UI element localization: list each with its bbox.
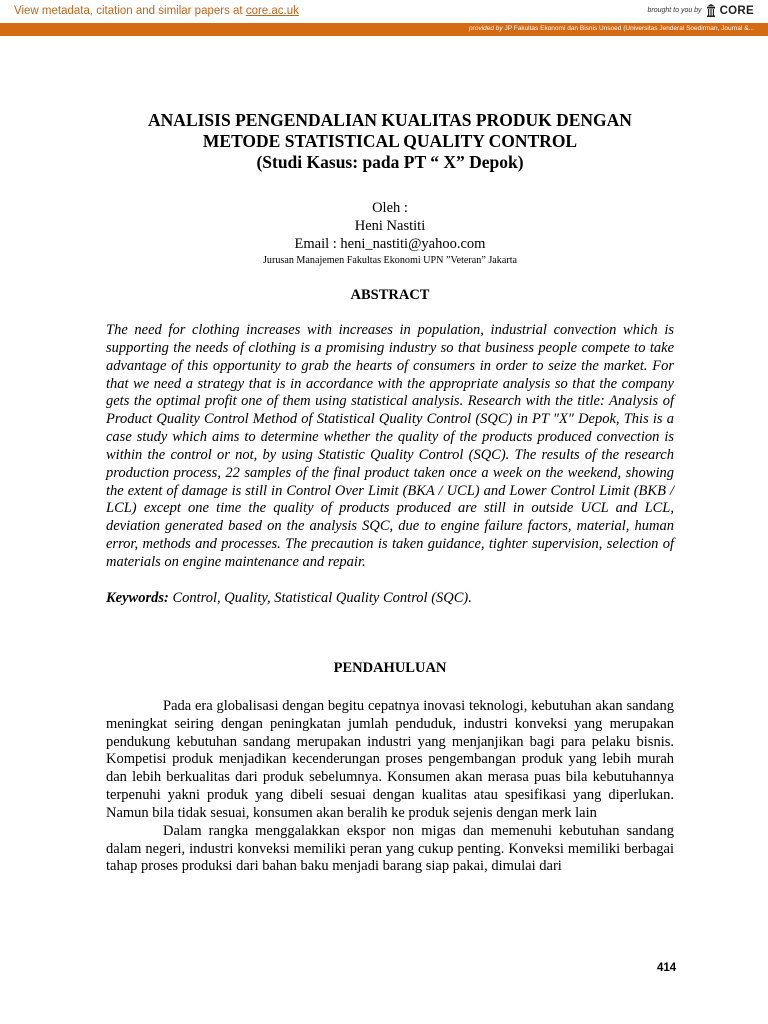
provider-name: JP Fakultas Ekonomi dan Bisnis Unsoed (Universitas Jenderal Soedirman, Journal &... [502,25,754,32]
keywords-text: Control, Quality, Statistical Quality Control (SQC). [168,589,472,606]
body-paragraph-2: Dalam rangka menggalakkan ekspor non migas dan memenuhi kebutuhan sandang dalam negeri, industri konveksi memiliki peran yang cukup penting. Konveksi memiliki berbagai tahap proses produksi dari bahan baku menjadi barang siap pakai, dimulai dari [106,822,674,875]
title-line-1: ANALISIS PENGENDALIAN KUALITAS PRODUK DENGAN [148,110,632,130]
author-email: Email : heni_nastiti@yahoo.com [294,236,486,252]
keywords-label: Keywords: [106,589,169,606]
abstract-text: The need for clothing increases with increases in population, industrial convection which is supporting the needs of clothing is a promising industry so that business people compete to take advantage of this opportunity to grab the hearts of consumers in order to seize the market. For that we need a strategy that is in accordance with the appropriate analysis so that the company gets the optimal profit one of them using statistical analysis. Research with the title: Analysis of Product Quality Control Method of Statistical Quality Control (SQC) in PT "X" Depok, This is a case study which aims to determine whether the quality of the products produced convection is within the control or not, by using Statistic Quality Control (SQC). The results of the research production process, 22 samples of the final product taken once a week on the weekend, showing the extent of damage is still in Control Over Limit (BKA / UCL) and Lower Control Limit (BKB / LCL) except one time the quality of products produced are still in outside UCL and LCL, deviation generated based on the analysis SQC, due to engine failure factors, material, human error, methods and processes. The precaution is taken guidance, tighter supervision, selection of materials on engine maintenance and repair. [106,322,674,570]
brought-to-you-text: brought to you by [647,7,702,14]
abstract-heading: ABSTRACT [350,287,430,303]
author-block [106,199,674,267]
section-heading: PENDAHULUAN [333,659,447,676]
title-line-2: METODE STATISTICAL QUALITY CONTROL [202,131,578,151]
provided-by-text[interactable] [469,25,754,32]
core-banner [0,0,768,24]
core-logo-icon [706,4,716,17]
core-logo-text: CORE [719,4,754,17]
provided-by-label: provided by [469,25,503,32]
keywords [106,589,674,607]
paper-title [106,110,674,173]
paper-page [106,110,674,876]
core-view-text: View metadata, citation and similar papers at [14,5,246,17]
core-ac-uk-link[interactable]: core.ac.uk [245,5,299,17]
oleh-label: Oleh : [372,200,408,216]
core-metadata-link[interactable] [14,5,299,17]
body-paragraph-1: Pada era globalisasi dengan begitu cepatnya inovasi teknologi, kebutuhan akan sandang meningkat seiring dengan peningkatan jumlah penduduk, industri konveksi yang merupakan pendukung kebutuhan sandang merupakan industri yang menjanjikan bagi para pelaku bisnis. Kompetisi produk menjadikan kecenderungan proses pengembangan produk yang lebih murah dan lebih berkualitas dari produk sebelumnya. Konsumen akan merasa puas bila kebutuhannya terpenuhi yakni produk yang dibeli sesuai dengan kualitas atau spesifikasi yang diperlukan. Namun bila tidak sesuai, konsumen akan beralih ke produk sejenis dengan merk lain [106,697,674,821]
provided-by-bar [0,23,768,36]
title-line-3: (Studi Kasus: pada PT “ X” Depok) [256,152,524,172]
page-number: 414 [657,962,677,974]
author-affiliation: Jurusan Manajemen Fakultas Ekonomi UPN ”Veteran” Jakarta [262,254,518,266]
author-name: Heni Nastiti [354,218,426,234]
core-branding[interactable] [647,4,754,17]
